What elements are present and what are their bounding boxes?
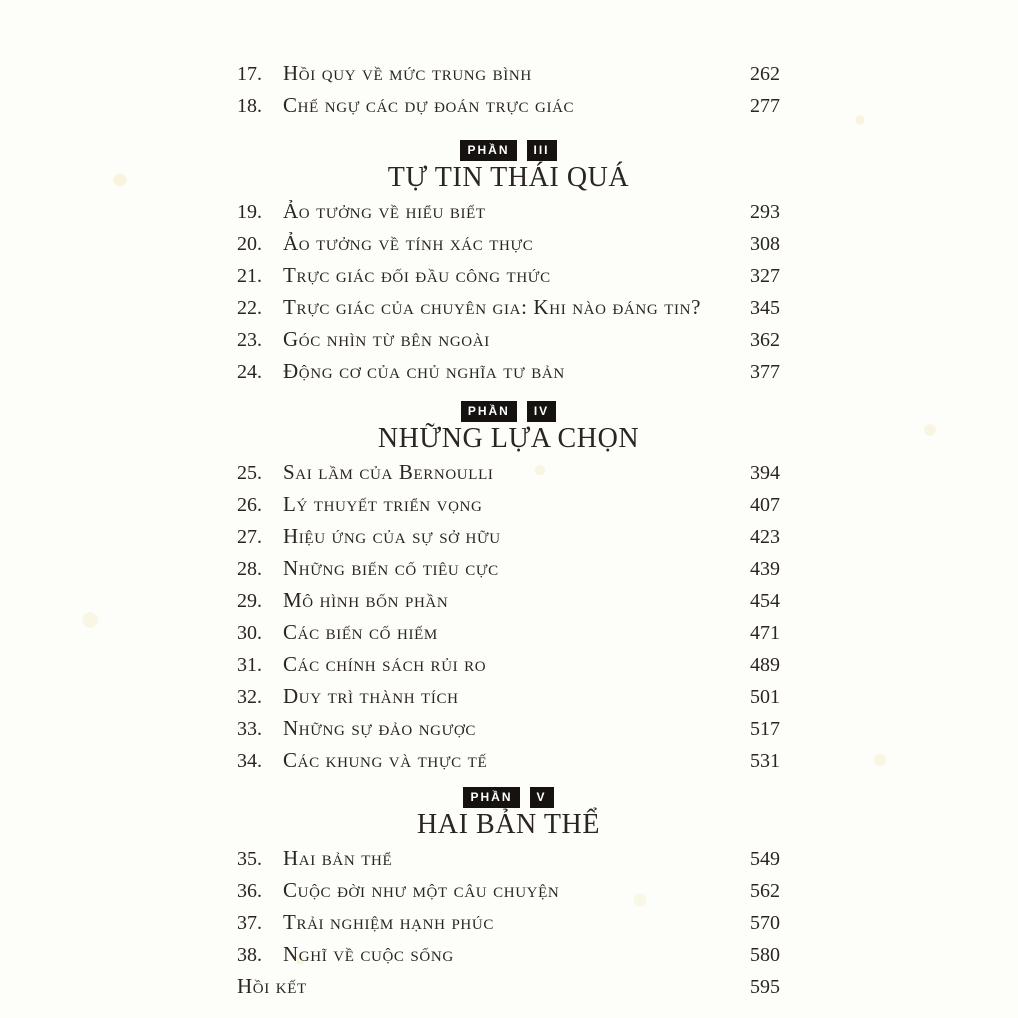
part-badge-label: PHẦN	[461, 401, 517, 422]
chapter-title: Ảo tưởng về tính xác thực	[283, 231, 534, 255]
toc-entry	[237, 227, 780, 259]
part-badge	[237, 787, 780, 808]
chapter-title: Sai lầm của Bernoulli	[283, 460, 494, 484]
section-title: NHỮNG LỰA CHỌN	[377, 423, 640, 454]
chapter-title: Trực giác của chuyên gia: Khi nào đáng tin?	[283, 295, 702, 319]
chapter-title: Các khung và thực tế	[283, 748, 488, 772]
section-title: HAI BẢN THỂ	[417, 809, 600, 840]
chapter-number: 35.	[237, 848, 262, 870]
chapter-title: Mô hình bốn phần	[283, 588, 449, 612]
chapter-number: 23.	[237, 329, 262, 351]
toc-entry	[237, 552, 780, 584]
chapter-number: 25.	[237, 462, 262, 484]
section-title: TỰ TIN THÁI QUÁ	[387, 162, 630, 193]
chapter-title: Chế ngự các dự đoán trực giác	[283, 93, 575, 117]
chapter-title: Hồi quy về mức trung bình	[283, 61, 532, 85]
part-badge-numeral: V	[530, 787, 554, 808]
chapter-page-number: 327	[750, 265, 780, 287]
chapter-title: Hồi kết	[237, 974, 307, 998]
chapter-page-number: 531	[750, 750, 780, 772]
chapter-number: 37.	[237, 912, 262, 934]
toc-entry	[237, 712, 780, 744]
toc-entry	[237, 874, 780, 906]
chapter-page-number: 549	[750, 848, 780, 870]
chapter-title: Góc nhìn từ bên ngoài	[283, 327, 490, 351]
toc-entry	[237, 842, 780, 874]
toc-entry	[237, 456, 780, 488]
chapter-title: Duy trì thành tích	[283, 684, 459, 708]
chapter-number: 26.	[237, 494, 262, 516]
chapter-title: Những sự đảo ngược	[283, 716, 477, 740]
part-badge-label: PHẦN	[460, 140, 516, 161]
chapter-page-number: 362	[750, 329, 780, 351]
toc-entry	[237, 616, 780, 648]
chapter-number: 29.	[237, 590, 262, 612]
chapter-title: Trải nghiệm hạnh phúc	[283, 910, 494, 934]
chapter-page-number: 489	[750, 654, 780, 676]
chapter-number: 20.	[237, 233, 262, 255]
toc-section-header	[237, 787, 780, 840]
chapter-title: Hai bản thể	[283, 846, 393, 870]
chapter-page-number: 570	[750, 912, 780, 934]
chapter-page-number: 277	[750, 95, 780, 117]
chapter-page-number: 423	[750, 526, 780, 548]
chapter-page-number: 308	[750, 233, 780, 255]
chapter-title: Cuộc đời như một câu chuyện	[283, 878, 560, 902]
chapter-number: 34.	[237, 750, 262, 772]
chapter-number: 38.	[237, 944, 262, 966]
chapter-page-number: 439	[750, 558, 780, 580]
chapter-number: 24.	[237, 361, 262, 383]
chapter-page-number: 580	[750, 944, 780, 966]
chapter-number: 17.	[237, 63, 262, 85]
chapter-number: 30.	[237, 622, 262, 644]
chapter-page-number: 471	[750, 622, 780, 644]
toc-section-header	[237, 401, 780, 454]
chapter-title: Những biến cố tiêu cực	[283, 556, 499, 580]
toc-entry	[237, 906, 780, 938]
chapter-number: 19.	[237, 201, 262, 223]
chapter-page-number: 377	[750, 361, 780, 383]
part-badge-numeral: III	[527, 140, 557, 161]
toc-entry	[237, 195, 780, 227]
chapter-page-number: 394	[750, 462, 780, 484]
toc-entry	[237, 938, 780, 970]
toc-entry	[237, 89, 780, 121]
chapter-title: Lý thuyết triển vọng	[283, 492, 483, 516]
part-badge-numeral: IV	[527, 401, 556, 422]
toc-entry	[237, 488, 780, 520]
chapter-page-number: 562	[750, 880, 780, 902]
toc-entry	[237, 680, 780, 712]
toc-entry	[237, 355, 780, 387]
chapter-number: 32.	[237, 686, 262, 708]
toc-entry-epilogue	[237, 970, 780, 1002]
chapter-page-number: 595	[750, 976, 780, 998]
chapter-number: 18.	[237, 95, 262, 117]
toc-entry	[237, 323, 780, 355]
chapter-page-number: 262	[750, 63, 780, 85]
part-badge	[237, 401, 780, 422]
part-badge-label: PHẦN	[463, 787, 519, 808]
chapter-title: Hiệu ứng của sự sở hữu	[283, 524, 501, 548]
chapter-number: 28.	[237, 558, 262, 580]
part-badge	[237, 140, 780, 161]
toc-entry	[237, 520, 780, 552]
toc-entry	[237, 291, 780, 323]
chapter-number: 31.	[237, 654, 262, 676]
toc-section-header	[237, 140, 780, 193]
chapter-number: 33.	[237, 718, 262, 740]
toc-entry	[237, 648, 780, 680]
chapter-page-number: 293	[750, 201, 780, 223]
chapter-number: 21.	[237, 265, 262, 287]
chapter-number: 36.	[237, 880, 262, 902]
chapter-page-number: 345	[750, 297, 780, 319]
toc-entry	[237, 57, 780, 89]
chapter-title: Các biến cố hiếm	[283, 620, 438, 644]
table-of-contents	[237, 57, 780, 1002]
chapter-number: 27.	[237, 526, 262, 548]
chapter-title: Các chính sách rủi ro	[283, 652, 487, 676]
chapter-title: Động cơ của chủ nghĩa tư bản	[283, 359, 565, 383]
chapter-number: 22.	[237, 297, 262, 319]
toc-entry	[237, 584, 780, 616]
toc-entry	[237, 259, 780, 291]
chapter-page-number: 454	[750, 590, 780, 612]
chapter-title: Ảo tưởng về hiểu biết	[283, 199, 486, 223]
chapter-page-number: 501	[750, 686, 780, 708]
chapter-title: Nghĩ về cuộc sống	[283, 942, 454, 966]
toc-entry	[237, 744, 780, 776]
chapter-page-number: 407	[750, 494, 780, 516]
chapter-title: Trực giác đối đầu công thức	[283, 263, 551, 287]
chapter-page-number: 517	[750, 718, 780, 740]
